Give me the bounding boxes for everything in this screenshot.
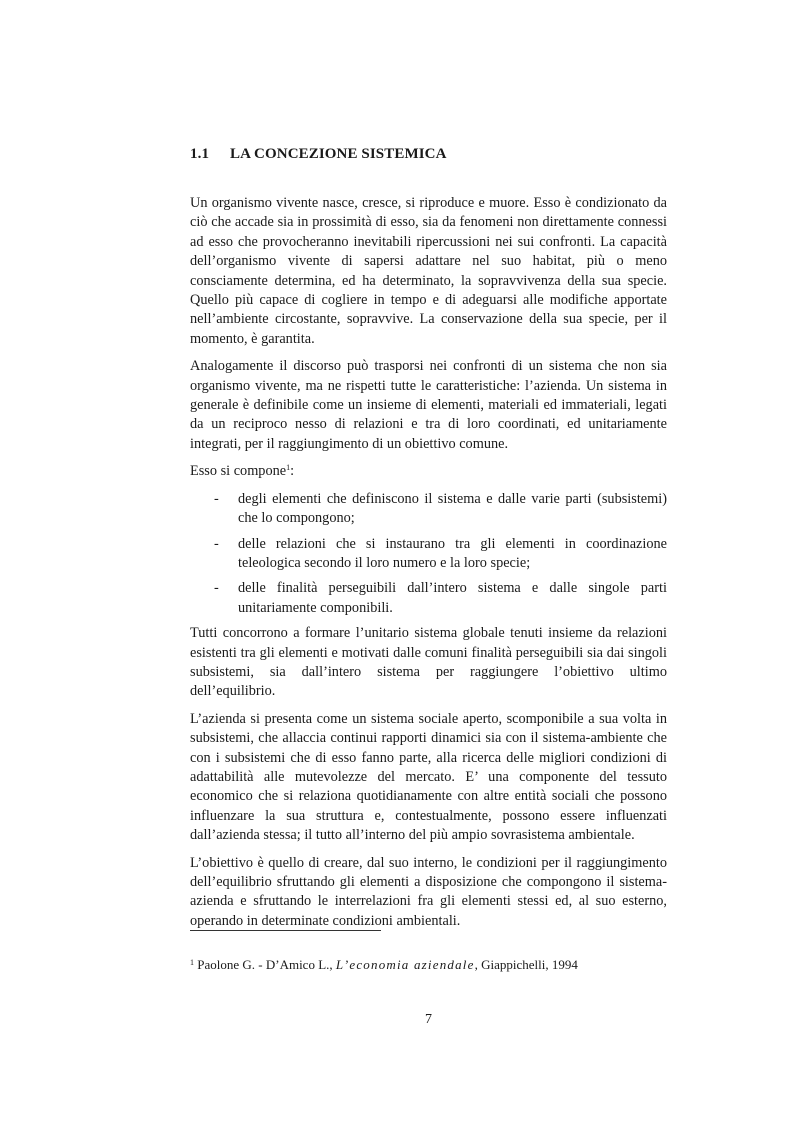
list-item-text: delle relazioni che si instaurano tra gli elementi in coordinazione teleologica secondo il loro numero e la loro specie; xyxy=(238,535,667,571)
footnote xyxy=(190,957,578,973)
footnote-title: L’economia aziendale xyxy=(335,957,475,972)
page-number: 7 xyxy=(425,1012,432,1027)
footnote-divider xyxy=(190,930,381,931)
section-title: LA CONCEZIONE SISTEMICA xyxy=(230,146,447,162)
paragraph-1: Un organismo vivente nasce, cresce, si riproduce e muore. Esso è condizionato da ciò che accade sia in prossimità di esso, sia da fenomeni non direttamente connessi ad esso che provocheranno inevitabili ripercussioni nei sui confronti. La capacità dell’organismo vivente di sapersi adattare nel suo habitat, più o meno consciamente determina, ed ha determinato, la sopravvivenza della sua specie. Quello più capace di cogliere in tempo e di adeguarsi alle modifiche apportate nell’ambiente circostante, sopravvive. La conservazione della sua specie, per il momento, è garantita. xyxy=(190,195,667,347)
list-item xyxy=(190,535,667,574)
paragraph-3 xyxy=(190,462,667,481)
paragraph-2: Analogamente il discorso può trasporsi nei confronti di un sistema che non sia organismo vivente, ma ne rispetti tutte le caratteristiche: l’azienda. Un sistema in generale è definibile come un insieme di elementi, materiali ed immateriali, legati da un reciproco nesso di relazioni e tra di loro coordinati, ed unitariamente integrati, per il raggiungimento di un obiettivo comune. xyxy=(190,358,667,452)
footnote-authors: Paolone G. - D’Amico L., xyxy=(197,957,336,972)
footnote-publisher: , Giappichelli, 1994 xyxy=(474,957,578,972)
list-marker: - xyxy=(214,535,219,552)
section-heading xyxy=(190,146,447,163)
paragraph-6: L’obiettivo è quello di creare, dal suo interno, le condizioni per il raggiungimento dell’equilibrio sfruttando gli elementi a disposizione che compongono il sistema-azienda e sfruttando le interrelazioni fra gli elementi stessi ed, al suo esterno, operando in determinate condizioni ambientali. xyxy=(190,854,667,929)
paragraph-5: L’azienda si presenta come un sistema sociale aperto, scomponibile a sua volta in subsistemi, che allaccia continui rapporti dinamici sia con il sistema-ambiente che con i subsistemi che di esso fanno parte, alla ricerca delle migliori condizioni di adattabilità alle mutevolezze del mercato. E’ una componente del tessuto economico che si relaziona quotidianamente con altre entità sociali che possono influenzare la sua struttura e, contestualmente, possono essere influenzati dall’azienda stessa; il tutto all’interno del più ampio sovrasistema ambientale. xyxy=(190,710,667,844)
footnote-number: 1 xyxy=(190,958,194,967)
component-list xyxy=(190,490,667,618)
body-text xyxy=(190,194,667,939)
list-item-text: delle finalità perseguibili dall’intero sistema e dalle singole parti unitariamente componibili. xyxy=(238,580,667,616)
footnote-reference[interactable]: 1 xyxy=(286,463,291,473)
list-item-text: degli elementi che definiscono il sistema e dalle varie parti (subsistemi) che lo compongono; xyxy=(238,490,667,527)
list-marker: - xyxy=(214,580,219,597)
paragraph-3-tail: : xyxy=(290,463,295,480)
section-number: 1.1 xyxy=(190,146,210,162)
paragraph-4: Tutti concorrono a formare l’unitario sistema globale tenuti insieme da relazioni esistenti tra gli elementi e motivati dalle comuni finalità perseguibili sia dai singoli subsistemi, sia dall’intero sistema per raggiungere l’obiettivo ultimo dell’equilibrio. xyxy=(190,625,667,700)
list-item xyxy=(190,579,667,618)
list-marker: - xyxy=(214,490,219,507)
paragraph-3-text: Esso si compone xyxy=(190,463,287,480)
list-item xyxy=(190,490,667,529)
